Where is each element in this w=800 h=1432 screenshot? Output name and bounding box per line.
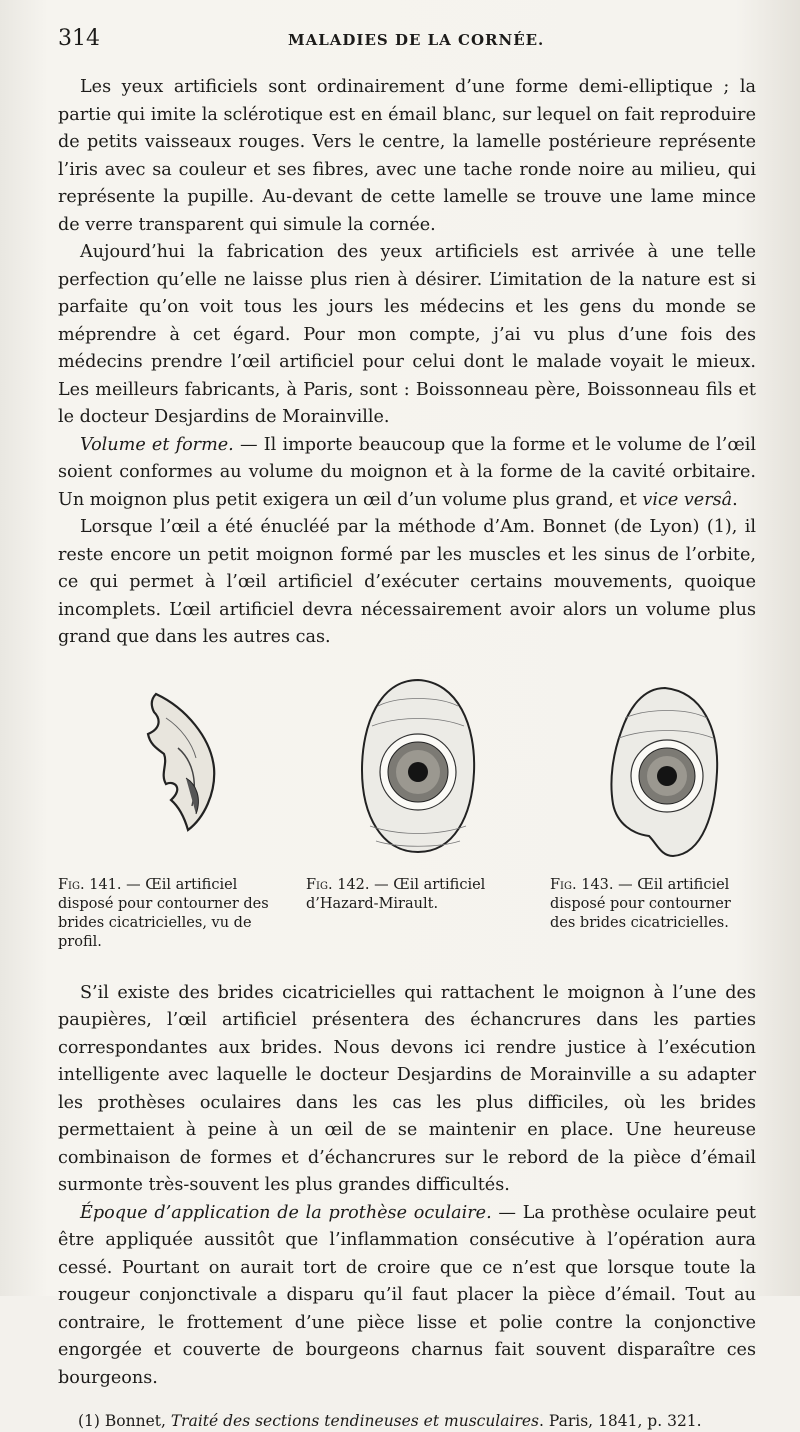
running-head: MALADIES DE LA CORNÉE. bbox=[288, 31, 545, 49]
volume-text: — Il importe beaucoup que la forme et le volume de l’œil soient conformes au volume du moignon et à la forme de la cavité orbitaire. Un moignon plus petit exigera un œil d’un volume plus grand, et bbox=[58, 434, 756, 510]
paragraph-enucleation: Lorsque l’œil a été énucléé par la méthode d’Am. Bonnet (de Lyon) (1), il reste encore un petit moignon formé par les muscles et les sinus de l’orbite, ce qui permet à l’œil artificiel d’exécuter certains mouvements, quoique incomplets. L’œil artificiel devra nécessairement avoir alors un volume plus grand que dans les autres cas. bbox=[58, 517, 756, 647]
volume-italic-tail: vice versâ bbox=[642, 489, 733, 510]
footnote bbox=[58, 1410, 756, 1432]
text-after-figures bbox=[58, 980, 756, 1393]
figure-143-illustration bbox=[603, 684, 723, 859]
figure-142-illustration bbox=[358, 676, 478, 856]
figure-142-caption bbox=[306, 876, 536, 914]
footnote-rest: . Paris, 1841, p. 321. bbox=[539, 1412, 702, 1430]
figure-143-text: — Œil artificiel disposé pour contourner des brides cicatricielles. bbox=[550, 876, 731, 931]
figure-142-text: — Œil artificiel d’Hazard-Mirault. bbox=[306, 876, 486, 912]
page-number: 314 bbox=[58, 26, 100, 51]
figure-141-illustration bbox=[126, 688, 236, 838]
epoque-lead: Époque d’application de la prothèse oculaire. bbox=[80, 1202, 492, 1223]
paragraph-brides: S’il existe des brides cicatricielles qui rattachent le moignon à l’une des paupières, l’œil artificiel présentera des échancrures dans les parties correspondantes aux brides. Nous devons ici rendre justice à l’exécution intelligente avec laquelle le docteur Desjardins de Morainville a su adapter les prothèses oculaires dans les cas les plus difficiles, où les brides permettaient à peine à un œil de se maintenir en place. Une heureuse combinaison de formes et d’échancrures sur le rebord de la pièce d’émail surmonte très-souvent les plus grandes difficultés. bbox=[58, 982, 756, 1195]
figure-143-label: Fig. 143. bbox=[550, 876, 614, 893]
footnote-title: Traité des sections tendineuses et musculaires bbox=[170, 1412, 539, 1430]
paragraph-artificial-eyes: Les yeux artificiels sont ordinairement d’une forme demi-elliptique ; la partie qui imite la sclérotique est en émail blanc, sur lequel on fait reproduire de petits vaisseaux rouges. Vers le centre, la lamelle postérieure représente l’iris avec sa couleur et ses fibres, avec une tache ronde noire au milieu, qui représente la pupille. Au-devant de cette lamelle se trouve une lame mince de verre transparent qui simule la cornée. bbox=[58, 77, 756, 235]
paragraph-fabrication: Aujourd’hui la fabrication des yeux artificiels est arrivée à une telle perfection qu’elle ne laisse plus rien à désirer. L’imitation de la nature est si parfaite qu’on voit tous les jours les médecins et les gens du monde se méprendre à cet égard. Pour mon compte, j’ai vu plus d’une fois des médecins prendre l’œil artificiel pour celui dont le malade voyait le mieux. Les meilleurs fabricants, à Paris, sont : Boissonneau père, Boissonneau fils et le docteur Desjardins de Morainville. bbox=[58, 242, 756, 427]
volume-end: . bbox=[732, 489, 738, 510]
paragraph-volume bbox=[58, 432, 756, 515]
figure-141-text: — Œil artificiel disposé pour contourner des brides cicatricielles, vu de profil. bbox=[58, 876, 269, 950]
figure-142-label: Fig. 142. bbox=[306, 876, 370, 893]
figure-143-caption bbox=[550, 876, 756, 933]
volume-lead: Volume et forme. bbox=[80, 434, 234, 455]
epoque-text: — La prothèse oculaire peut être appliquée aussitôt que l’inflammation consécutive à l’opération aura cessé. Pourtant on aurait tort de croire que ce n’est que lorsque toute la rougeur conjonctivale a disparu qu’il faut placer la pièce d’émail. Tout au contraire, le frottement d’une pièce lisse et polie contre la conjonctive engorgée et couverte de bourgeons charnus fait souvent disparaître ces bourgeons. bbox=[58, 1202, 757, 1388]
figures-block bbox=[58, 676, 756, 976]
page-header bbox=[58, 26, 756, 60]
figure-141-caption bbox=[58, 876, 288, 952]
footnote-number: (1) Bonnet, bbox=[78, 1412, 171, 1430]
figure-141-label: Fig. 141. bbox=[58, 876, 122, 893]
